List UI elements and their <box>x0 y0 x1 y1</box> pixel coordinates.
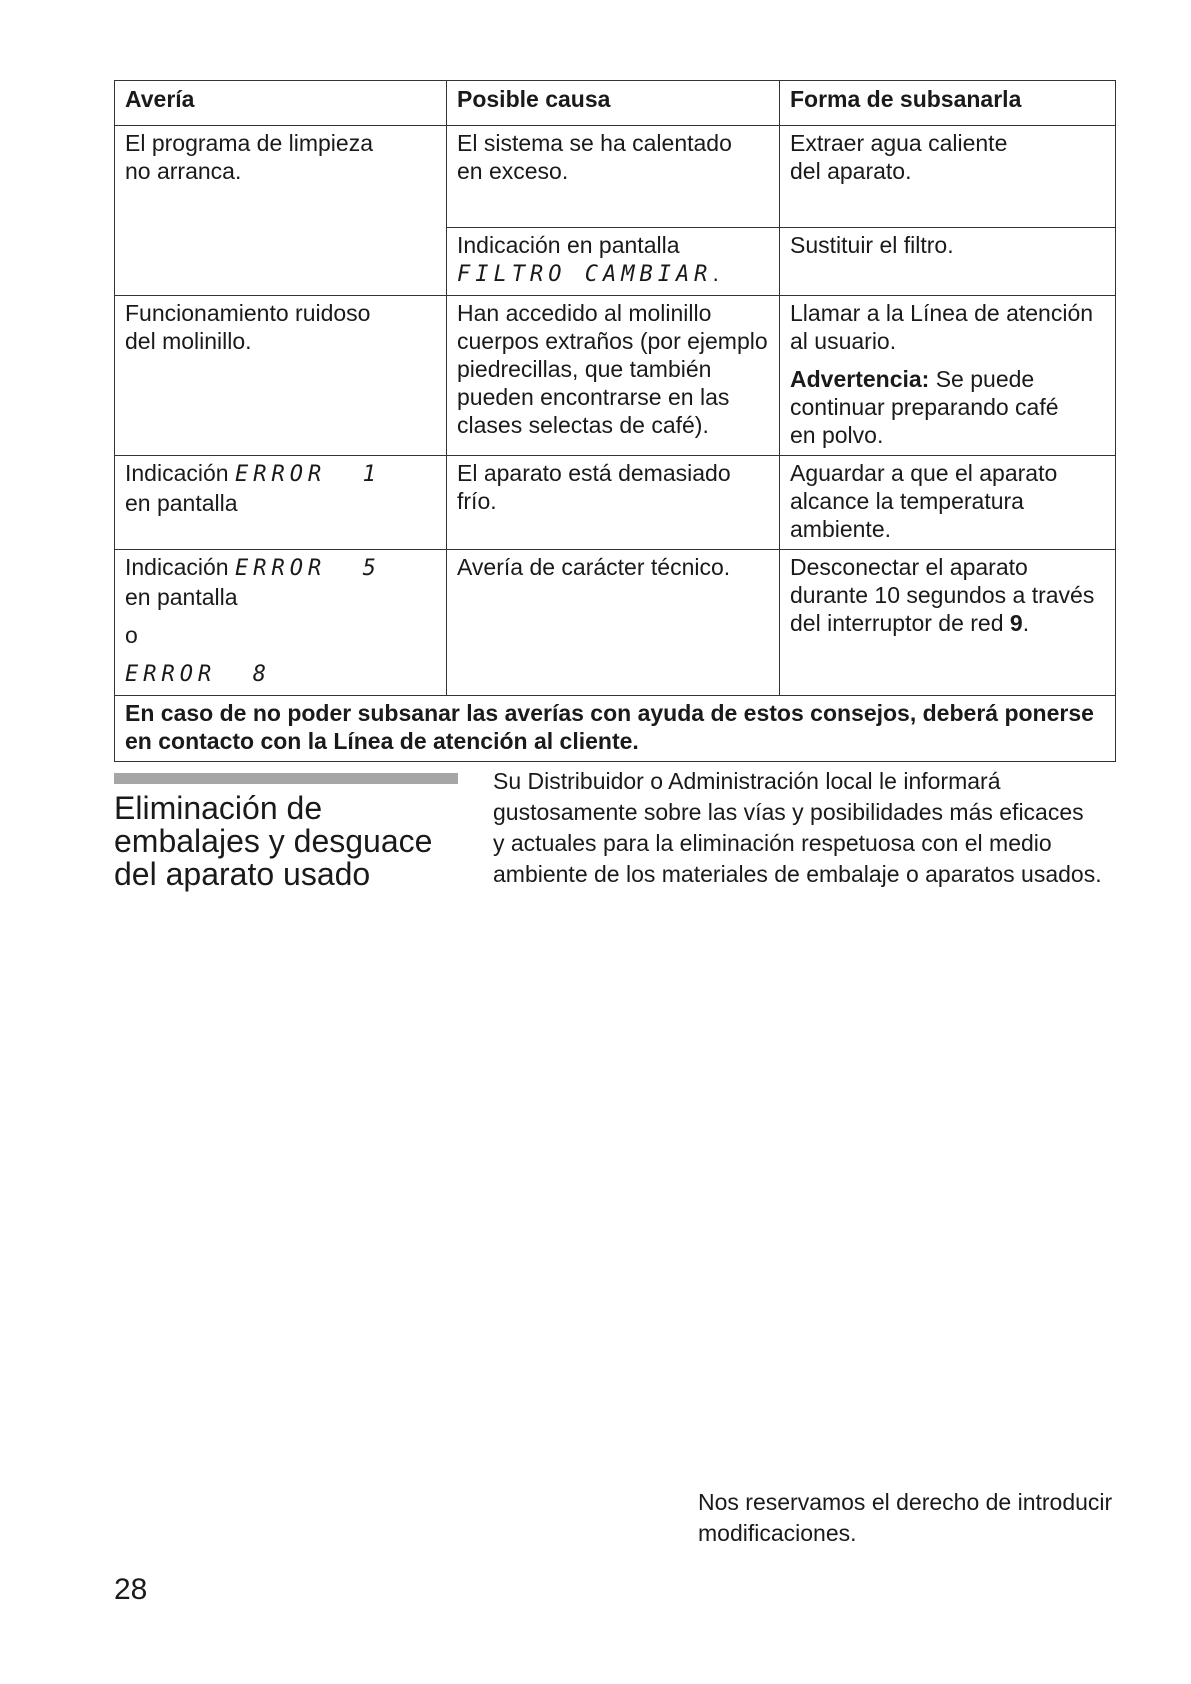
remedy-cell: Aguardar a que el aparato alcance la temperatura ambiente. <box>780 456 1116 550</box>
cause-cell: Indicación en pantalla FILTRO CAMBIAR. <box>447 228 780 296</box>
header-fault: Avería <box>115 81 447 126</box>
reservation-note: Nos reservamos el derecho de introducir modificaciones. <box>698 1489 1113 1546</box>
fault-cell: Indicación ERROR 5 en pantalla o ERROR 8 <box>115 550 447 696</box>
troubleshooting-table <box>114 80 1116 762</box>
fault-cell: Indicación ERROR 1 en pantalla <box>115 456 447 550</box>
table-row <box>115 296 1116 456</box>
section-divider <box>114 773 458 784</box>
fault-cell: El programa de limpieza no arranca. <box>115 126 447 296</box>
remedy-cell: Desconectar el aparato durante 10 segundos a través del interruptor de red 9. <box>780 550 1116 696</box>
table-row <box>115 456 1116 550</box>
display-text: ERROR 8 <box>125 662 271 687</box>
warning-label: Advertencia: <box>790 366 930 392</box>
table-row <box>115 126 1116 228</box>
page-number: 28 <box>114 1573 148 1606</box>
table-footer-row <box>115 696 1116 762</box>
section-body: Su Distribuidor o Administración local le informará gustosamente sobre las vías y posibilidades más eficaces y actuales para la eliminación respetuosa con el medio ambiente de los materiales de embalaje o aparatos usados. <box>493 768 1102 887</box>
footer-note: En caso de no poder subsanar las averías con ayuda de estos consejos, deberá ponerse en contacto con la Línea de atención al cliente. <box>115 696 1116 762</box>
cause-cell: Han accedido al molinillo cuerpos extraños (por ejemplo piedrecillas, que también pueden encontrarse en las clases selectas de café). <box>447 296 780 456</box>
remedy-cell: Llamar a la Línea de atención al usuario. Advertencia: Se puede continuar preparando café en polvo. <box>780 296 1116 456</box>
cause-cell: Avería de carácter técnico. <box>447 550 780 696</box>
header-remedy: Forma de subsanarla <box>780 81 1116 126</box>
remedy-cell: Sustituir el filtro. <box>780 228 1116 296</box>
display-text: ERROR 5 <box>234 556 381 581</box>
header-cause: Posible causa <box>447 81 780 126</box>
display-text: FILTRO CAMBIAR <box>457 262 713 287</box>
table-header-row <box>115 81 1116 126</box>
remedy-cell: Extraer agua caliente del aparato. <box>780 126 1116 228</box>
cause-cell: El sistema se ha calentado en exceso. <box>447 126 780 228</box>
fault-cell: Funcionamiento ruidoso del molinillo. <box>115 296 447 456</box>
cause-cell: El aparato está demasiado frío. <box>447 456 780 550</box>
display-text: ERROR 1 <box>234 462 381 487</box>
section-title: Eliminación de embalajes y desguace del aparato usado <box>114 790 433 892</box>
table-row <box>115 550 1116 696</box>
